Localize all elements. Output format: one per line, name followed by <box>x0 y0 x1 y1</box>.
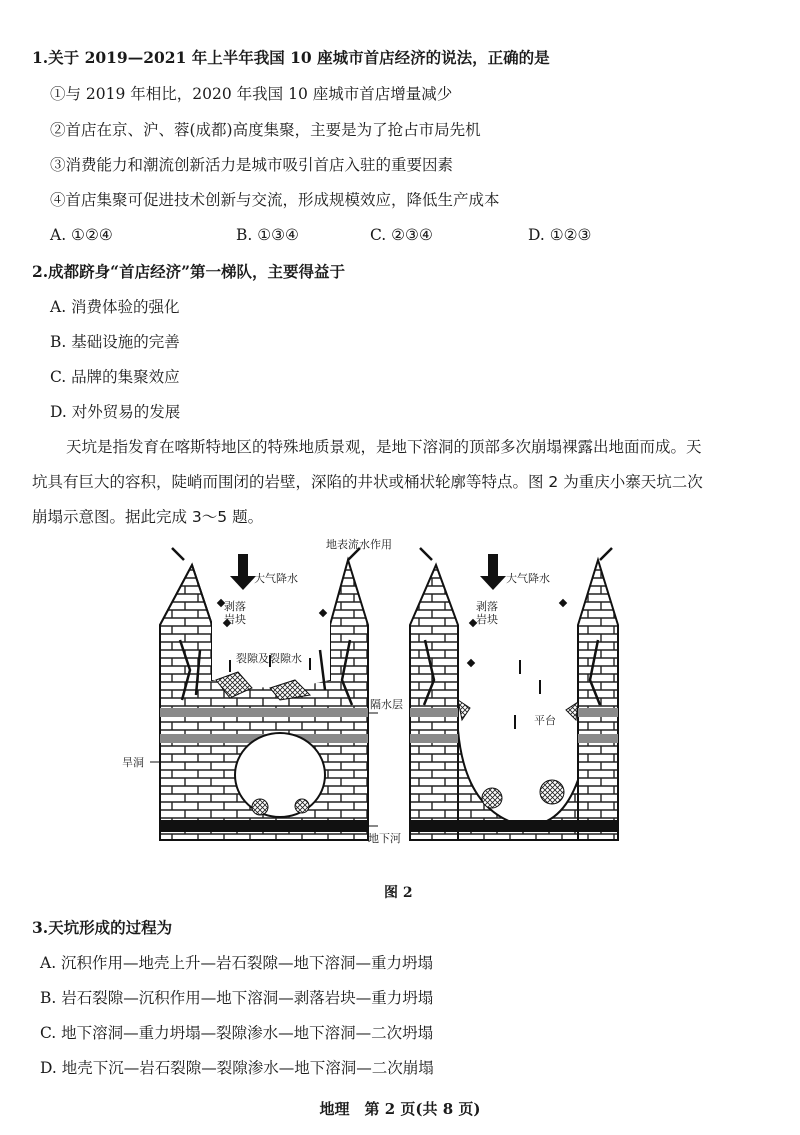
passage-line-1: 天坑是指发育在喀斯特地区的特殊地质景观，是地下溶洞的顶部多次崩塌裸露出地面而成。天 <box>66 438 702 456</box>
q3-option-a: A. 沉积作用—地壳上升—岩石裂隙—地下溶洞—重力坍塌 <box>40 954 434 972</box>
q3-option-c: C. 地下溶洞—重力坍塌—裂隙渗水—地下溶洞—二次坍塌 <box>40 1024 434 1042</box>
q3-stem: 3.天坑形成的过程为 <box>32 918 173 937</box>
label-platform: 平台 <box>534 714 556 727</box>
q1-stem: 1.关于 2019—2021 年上半年我国 10 座城市首店经济的说法，正确的是 <box>32 48 550 67</box>
q1-option-d: D. ①②③ <box>528 226 592 244</box>
label-aquitard: 隔水层 <box>370 698 403 711</box>
q2-option-a: A. 消费体验的强化 <box>50 298 180 316</box>
label-seepage: 裂隙及裂隙水 <box>236 652 302 665</box>
q1-item-2: ②首店在京、沪、蓉(成都)高度集聚，主要是为了抢占市局先机 <box>50 121 481 139</box>
q1-item-4: ④首店集聚可促进技术创新与交流，形成规模效应，降低生产成本 <box>50 191 500 209</box>
label-surface-water: 地表流水作用 <box>326 538 392 551</box>
q2-option-b: B. 基础设施的完善 <box>50 333 180 351</box>
label-rain-right: 大气降水 <box>506 572 550 585</box>
q3-option-d: D. 地壳下沉—岩石裂隙—裂隙渗水—地下溶洞—二次崩塌 <box>40 1059 434 1077</box>
q1-item-1: ①与 2019 年相比，2020 年我国 10 座城市首店增量减少 <box>50 85 453 103</box>
q2-option-d: D. 对外贸易的发展 <box>50 403 181 421</box>
q3-option-b: B. 岩石裂隙—沉积作用—地下溶洞—剥落岩块—重力坍塌 <box>40 989 434 1007</box>
left-panel <box>160 548 368 840</box>
label-rock-right: 剥落 岩块 <box>476 600 498 626</box>
q1-option-c: C. ②③④ <box>370 226 433 244</box>
q1-option-b: B. ①③④ <box>236 226 299 244</box>
label-rain-left: 大气降水 <box>254 572 298 585</box>
label-dry-cave: 旱洞 <box>122 756 144 769</box>
tiankeng-diagram <box>120 530 640 870</box>
passage-line-2: 坑具有巨大的容积，陡峭而围闭的岩壁，深陷的井状或桶状轮廓等特点。图 2 为重庆小寨天坑二次 <box>32 473 703 491</box>
q1-item-3: ③消费能力和潮流创新活力是城市吸引首店入驻的重要因素 <box>50 156 454 174</box>
q2-stem: 2.成都跻身“首店经济”第一梯队，主要得益于 <box>32 262 346 281</box>
page-footer: 地理 第 2 页(共 8 页) <box>319 1100 481 1118</box>
q1-option-a: A. ①②④ <box>50 226 113 244</box>
passage-line-3: 崩塌示意图。据此完成 3～5 题。 <box>32 508 264 526</box>
label-underground-river: 地下河 <box>368 832 401 845</box>
right-panel <box>410 548 618 840</box>
label-rock-left: 剥落 岩块 <box>224 600 246 626</box>
figure-caption: 图 2 <box>384 885 413 901</box>
q2-option-c: C. 品牌的集聚效应 <box>50 368 180 386</box>
